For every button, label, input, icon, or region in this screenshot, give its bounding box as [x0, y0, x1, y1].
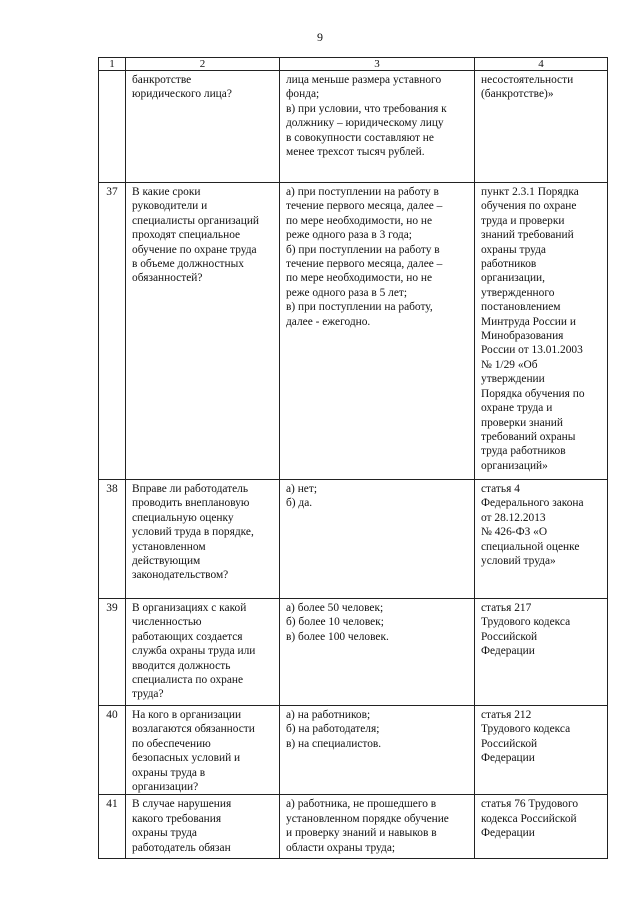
answer-options-line: реже одного раза в 5 лет; [286, 286, 408, 299]
question-text [126, 480, 280, 599]
legal-source-line: несостоятельности [481, 74, 574, 86]
legal-source-line: Федерации [481, 645, 535, 658]
legal-source-line: обучения по охране [481, 200, 577, 213]
legal-source-line: работников [481, 258, 537, 271]
question-text-line: руководители и [132, 200, 208, 213]
answer-options-line: б) на работодателя; [286, 723, 380, 736]
legal-source-line: России от 13.01.2003 [481, 344, 583, 357]
legal-source-line: утвержденного [481, 286, 555, 299]
answer-options-line: течение первого месяца, далее – [286, 258, 443, 271]
answer-options [280, 183, 475, 480]
question-text-line: безопасных условий и [132, 752, 241, 765]
answer-options-line: в) при поступлении на работу, [286, 301, 433, 314]
page-number: 9 [317, 30, 323, 44]
question-text [126, 599, 280, 706]
legal-source-line: статья 76 Трудового [481, 798, 579, 811]
legal-source [475, 480, 608, 599]
answer-options-line: далее - ежегодно. [286, 315, 371, 328]
table-row [99, 183, 608, 480]
legal-source-line: труда и проверки [481, 214, 565, 227]
legal-source-line: охране труда и [481, 402, 553, 415]
table-row [99, 480, 608, 599]
question-text [126, 706, 280, 795]
question-text-line: проходят специальное [132, 229, 241, 242]
question-text [126, 71, 280, 183]
question-text-line: специалисты организаций [132, 214, 260, 227]
question-text-line: вводится должность [132, 659, 231, 672]
question-text-line: численностью [132, 616, 202, 629]
answer-options-line: б) при поступлении на работу в [286, 243, 440, 256]
legal-source-line: статья 217 [481, 602, 532, 614]
legal-source-line: специальной оценке [481, 540, 580, 553]
legal-source-line: Российской [481, 737, 538, 750]
answer-options-line: в) более 100 человек. [286, 630, 389, 643]
legal-source-line: Российской [481, 630, 538, 643]
question-text-line: законодательством? [132, 569, 229, 582]
legal-source-line: Трудового кодекса [481, 616, 571, 629]
answer-options-line: лица меньше размера уставного [286, 74, 442, 86]
answer-options-line: должнику – юридическому лицу [286, 117, 444, 130]
column-header: 3 [280, 58, 475, 71]
answer-options-line: области охраны труда; [286, 841, 396, 854]
legal-source-line: знаний требований [481, 229, 574, 242]
legal-source-line: статья 212 [481, 709, 532, 721]
legal-source-line: статья 4 [481, 483, 520, 495]
question-text-line: возлагаются обязанности [132, 723, 255, 736]
legal-source-line: организации, [481, 272, 545, 285]
question-text-line: специальную оценку [132, 511, 234, 524]
question-text-line: условий труда в порядке, [132, 526, 254, 539]
legal-source-line: труда работников [481, 445, 566, 458]
legal-source-line: постановлением [481, 301, 561, 314]
answer-options-line: б) да. [286, 497, 313, 510]
question-text-line: работодатель обязан [132, 841, 231, 854]
question-text-line: На кого в организации [132, 709, 242, 721]
answer-options-line: реже одного раза в 3 года; [286, 229, 412, 242]
table-header-row [99, 58, 608, 71]
legal-source-line: Федерального закона [481, 497, 584, 510]
question-text-line: работающих создается [132, 630, 243, 643]
legal-source [475, 71, 608, 183]
answer-options [280, 706, 475, 795]
table-row [99, 795, 608, 859]
answer-options-line: а) нет; [286, 483, 317, 495]
legal-source-line: Минобразования [481, 330, 564, 343]
question-number: 38 [99, 480, 126, 599]
question-text-line: служба охраны труда или [132, 645, 256, 658]
question-text-line: В организациях с какой [132, 602, 247, 614]
question-text-line: действующим [132, 555, 201, 568]
answer-options-line: течение первого месяца, далее – [286, 200, 443, 213]
question-text-line: в объеме должностных [132, 258, 244, 271]
table-row [99, 706, 608, 795]
answer-options-line: в) на специалистов. [286, 737, 382, 750]
answer-options [280, 480, 475, 599]
legal-source-line: Федерации [481, 827, 535, 840]
table-row [99, 599, 608, 706]
answer-options [280, 71, 475, 183]
column-header: 1 [99, 58, 126, 71]
question-text-line: труда? [132, 688, 164, 701]
question-text-line: установленном [132, 540, 206, 553]
table-row [99, 71, 608, 183]
question-text-line: юридического лица? [132, 88, 232, 101]
question-number [99, 71, 126, 183]
answer-options-line: а) на работников; [286, 709, 371, 721]
answer-options-line: фонда; [286, 88, 320, 101]
legal-source-line: № 426-ФЗ «О [481, 526, 548, 539]
question-text-line: Вправе ли работодатель [132, 483, 249, 495]
answer-options-line: по мере необходимости, но не [286, 214, 433, 227]
questions-table [98, 57, 608, 859]
answer-options-line: а) работника, не прошедшего в [286, 798, 437, 811]
question-text-line: охраны труда [132, 827, 197, 840]
question-text-line: В случае нарушения [132, 798, 232, 811]
legal-source-line: проверки знаний [481, 416, 563, 429]
question-text-line: охраны труда в [132, 766, 206, 779]
question-number: 37 [99, 183, 126, 480]
legal-source-line: Федерации [481, 752, 535, 765]
legal-source-line: требований охраны [481, 430, 576, 443]
column-header: 4 [475, 58, 608, 71]
legal-source-line: организаций» [481, 459, 548, 472]
question-number: 41 [99, 795, 126, 859]
question-text [126, 183, 280, 480]
answer-options [280, 599, 475, 706]
legal-source [475, 599, 608, 706]
legal-source-line: Минтруда России и [481, 315, 576, 328]
legal-source [475, 183, 608, 480]
question-text [126, 795, 280, 859]
column-header: 2 [126, 58, 280, 71]
legal-source-line: условий труда» [481, 555, 556, 568]
legal-source-line: кодекса Российской [481, 812, 577, 825]
answer-options-line: в) при условии, что требования к [286, 102, 447, 115]
question-text-line: обучение по охране труда [132, 243, 257, 256]
question-text-line: по обеспечению [132, 737, 211, 750]
question-text-line: обязанностей? [132, 272, 203, 285]
answer-options-line: установленном порядке обучение [286, 812, 449, 825]
answer-options-line: а) при поступлении на работу в [286, 186, 439, 198]
question-text-line: какого требования [132, 812, 222, 825]
question-text-line: В какие сроки [132, 186, 201, 198]
legal-source-line: утверждении [481, 373, 545, 386]
answer-options-line: в совокупности составляют не [286, 131, 434, 144]
answer-options-line: и проверку знаний и навыков в [286, 827, 437, 840]
answer-options-line: менее трехсот тысяч рублей. [286, 146, 425, 159]
question-number: 39 [99, 599, 126, 706]
legal-source-line: Порядка обучения по [481, 387, 585, 400]
question-text-line: проводить внеплановую [132, 497, 250, 510]
legal-source-line: пункт 2.3.1 Порядка [481, 186, 579, 198]
legal-source-line: Трудового кодекса [481, 723, 571, 736]
legal-source [475, 795, 608, 859]
question-number: 40 [99, 706, 126, 795]
question-text-line: специалиста по охране [132, 674, 244, 687]
legal-source [475, 706, 608, 795]
legal-source-line: от 28.12.2013 [481, 511, 546, 524]
legal-source-line: охраны труда [481, 243, 546, 256]
answer-options-line: б) более 10 человек; [286, 616, 384, 629]
question-text-line: организации? [132, 781, 199, 794]
answer-options-line: а) более 50 человек; [286, 602, 384, 614]
legal-source-line: № 1/29 «Об [481, 358, 538, 371]
answer-options [280, 795, 475, 859]
question-text-line: банкротстве [132, 74, 192, 86]
answer-options-line: по мере необходимости, но не [286, 272, 433, 285]
legal-source-line: (банкротстве)» [481, 88, 554, 101]
